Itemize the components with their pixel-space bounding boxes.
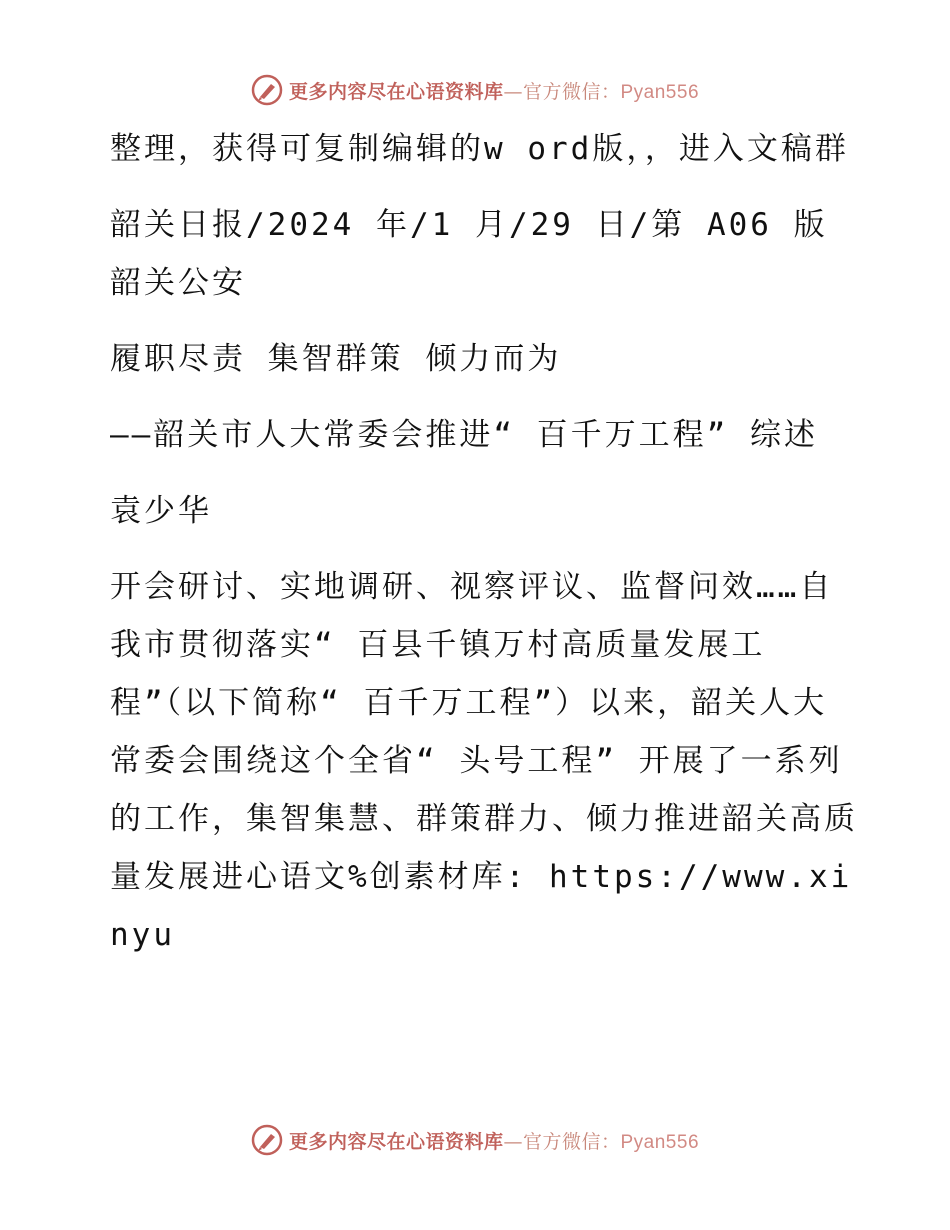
intro-paragraph: 整理，获得可复制编辑的w ord版，，进入文稿群 bbox=[110, 131, 849, 167]
watermark-label: 官方微信： bbox=[522, 1130, 621, 1153]
pen-logo-icon bbox=[251, 74, 283, 106]
watermark-separator: — bbox=[503, 80, 523, 103]
header-watermark bbox=[0, 70, 950, 110]
footer-watermark bbox=[0, 1120, 950, 1160]
watermark-brand: 更多内容尽在心语资料库 bbox=[288, 80, 504, 103]
watermark-wechat-id: Pyan556 bbox=[620, 81, 700, 103]
document-body bbox=[98, 120, 858, 964]
article-title: 履职尽责 集智群策 倾力而为 bbox=[110, 341, 562, 377]
watermark-wechat-id: Pyan556 bbox=[620, 1131, 700, 1153]
watermark-separator: — bbox=[503, 1130, 523, 1153]
pen-logo-icon bbox=[251, 1124, 283, 1156]
watermark-brand: 更多内容尽在心语资料库 bbox=[288, 1130, 504, 1153]
source-line: 韶关日报/2024 年/1 月/29 日/第 A06 版韶关公安 bbox=[110, 207, 828, 301]
author-name: 袁少华 bbox=[110, 493, 212, 529]
watermark-label: 官方微信： bbox=[522, 80, 621, 103]
article-subtitle: ——韶关市人大常委会推进“ 百千万工程” 综述 bbox=[110, 417, 818, 453]
body-paragraph: 开会研讨、实地调研、视察评议、监督问效……自我市贯彻落实“ 百县千镇万村高质量发展工程”（以下简称“ 百千万工程”）以来，韶关人大常委会围绕这个全省“ 头号工程” 开展了一系列的工作，集智集慧、群策群力、倾力推进韶关高质量发展进心语文%创素材库: https://www.xinyu bbox=[110, 569, 858, 953]
